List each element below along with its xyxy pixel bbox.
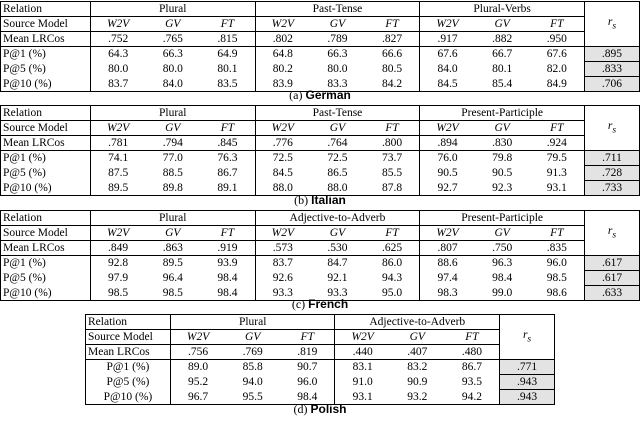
source-model-header: Source Model	[1, 226, 91, 241]
model-header: W2V	[90, 226, 145, 241]
model-header: W2V	[255, 121, 310, 136]
group-header: Adjective-to-Adverb	[335, 315, 500, 330]
model-header: W2V	[335, 330, 390, 345]
table-row: Mean LRCos .752 .765 .815 .802 .789 .827 .917 .882 .950	[1, 32, 640, 47]
model-header: GV	[390, 330, 445, 345]
model-header: W2V	[170, 330, 225, 345]
model-header: FT	[365, 121, 420, 136]
table-polish	[85, 314, 555, 405]
model-header: GV	[145, 17, 200, 32]
table-italian	[0, 105, 640, 196]
relation-header: Relation	[1, 2, 91, 17]
table-french	[0, 210, 640, 301]
group-header: Plural-Verbs	[420, 2, 585, 17]
model-header: FT	[280, 330, 335, 345]
model-header: FT	[200, 121, 255, 136]
model-header: FT	[530, 17, 585, 32]
model-header: FT	[530, 121, 585, 136]
table-row: Mean LRCos .781 .794 .845 .776 .764 .800 .894 .830 .924	[1, 136, 640, 151]
model-header: W2V	[90, 121, 145, 136]
rs-value: .943	[500, 375, 555, 390]
group-header: Plural	[170, 315, 335, 330]
model-header: FT	[200, 17, 255, 32]
model-header: GV	[475, 226, 530, 241]
relation-header: Relation	[1, 106, 91, 121]
model-header: FT	[445, 330, 500, 345]
table-row: P@1 (%) 74.1 77.0 76.3 72.5 72.5 73.7 76.0 79.8 79.5 .711	[1, 151, 640, 166]
model-header: FT	[365, 17, 420, 32]
table-row: P@1 (%) 64.3 66.3 64.9 64.8 66.3 66.6 67.6 66.7 67.6 .895	[1, 47, 640, 62]
rs-value: .617	[585, 256, 640, 271]
model-header: W2V	[90, 17, 145, 32]
results-table-italian	[0, 105, 640, 196]
model-header: W2V	[255, 17, 310, 32]
model-header: GV	[475, 121, 530, 136]
table-caption: (b) Italian	[294, 193, 346, 207]
rs-value: .711	[585, 151, 640, 166]
results-table-french	[0, 210, 640, 301]
rs-header: $r_s$	[585, 106, 640, 151]
model-header: GV	[145, 121, 200, 136]
table-row: P@5 (%) 87.5 88.5 86.7 84.5 86.5 85.5 90.5 90.5 91.3 .728	[1, 166, 640, 181]
table-row: P@1 (%) 92.8 89.5 93.9 83.7 84.7 86.0 88.6 96.3 96.0 .617	[1, 256, 640, 271]
model-header: W2V	[420, 17, 475, 32]
group-header: Plural	[90, 2, 255, 17]
results-table-german	[0, 1, 640, 92]
results-table-polish	[85, 314, 555, 405]
table-row: P@10 (%) 89.5 89.8 89.1 88.0 88.0 87.8 92.7 92.3 93.1 .733	[1, 181, 640, 196]
rs-value: .895	[584, 47, 639, 62]
source-model-header: Source Model	[86, 330, 171, 345]
table-row: P@5 (%) 97.9 96.4 98.4 92.6 92.1 94.3 97.4 98.4 98.5 .617	[1, 271, 640, 286]
model-header: FT	[530, 226, 585, 241]
rs-header: $r_s$	[500, 315, 555, 360]
relation-header: Relation	[86, 315, 171, 330]
group-header: Past-Tense	[255, 106, 420, 121]
rs-header: $r_s$	[584, 2, 639, 47]
rs-header: $r_s$	[585, 211, 640, 256]
table-row: Mean LRCos .756 .769 .819 .440 .407 .480	[86, 345, 555, 360]
table-row: P@5 (%) 80.0 80.0 80.1 80.2 80.0 80.5 84.0 80.1 82.0 .833	[1, 62, 640, 77]
model-header: W2V	[420, 121, 475, 136]
group-header: Plural	[90, 106, 255, 121]
table-row: P@10 (%) 83.7 84.0 83.5 83.9 83.3 84.2 84.5 85.4 84.9 .706	[1, 77, 640, 92]
rs-value: .771	[500, 360, 555, 375]
source-model-header: Source Model	[1, 121, 91, 136]
model-header: GV	[310, 226, 365, 241]
model-header: W2V	[255, 226, 310, 241]
group-header: Adjective-to-Adverb	[255, 211, 420, 226]
table-caption: (c) French	[291, 297, 349, 311]
rs-value: .617	[585, 271, 640, 286]
rs-value: .833	[584, 62, 639, 77]
group-header: Present-Participle	[420, 211, 585, 226]
relation-header: Relation	[1, 211, 91, 226]
table-row: P@1 (%) 89.0 85.8 90.7 83.1 83.2 86.7 .771	[86, 360, 555, 375]
model-header: GV	[145, 226, 200, 241]
rs-value: .733	[585, 181, 640, 196]
rs-value: .943	[500, 390, 555, 405]
model-header: GV	[225, 330, 280, 345]
table-german	[0, 1, 640, 92]
table-row: P@5 (%) 95.2 94.0 96.0 91.0 90.9 93.5 .943	[86, 375, 555, 390]
group-header: Past-Tense	[255, 2, 420, 17]
group-header: Present-Participle	[420, 106, 585, 121]
table-row: P@10 (%) 96.7 95.5 98.4 93.1 93.2 94.2 .943	[86, 390, 555, 405]
model-header: FT	[200, 226, 255, 241]
table-caption: (d) Polish	[293, 402, 347, 416]
table-row: P@10 (%) 98.5 98.5 98.4 93.3 93.3 95.0 98.3 99.0 98.6 .633	[1, 286, 640, 301]
group-header: Plural	[90, 211, 255, 226]
rs-value: .728	[585, 166, 640, 181]
rs-value: .706	[584, 77, 639, 92]
model-header: GV	[310, 121, 365, 136]
model-header: GV	[475, 17, 530, 32]
model-header: FT	[365, 226, 420, 241]
model-header: GV	[310, 17, 365, 32]
table-caption: (a) German	[289, 88, 351, 102]
model-header: W2V	[420, 226, 475, 241]
source-model-header: Source Model	[1, 17, 91, 32]
table-row: Mean LRCos .849 .863 .919 .573 .530 .625 .807 .750 .835	[1, 241, 640, 256]
rs-value: .633	[585, 286, 640, 301]
